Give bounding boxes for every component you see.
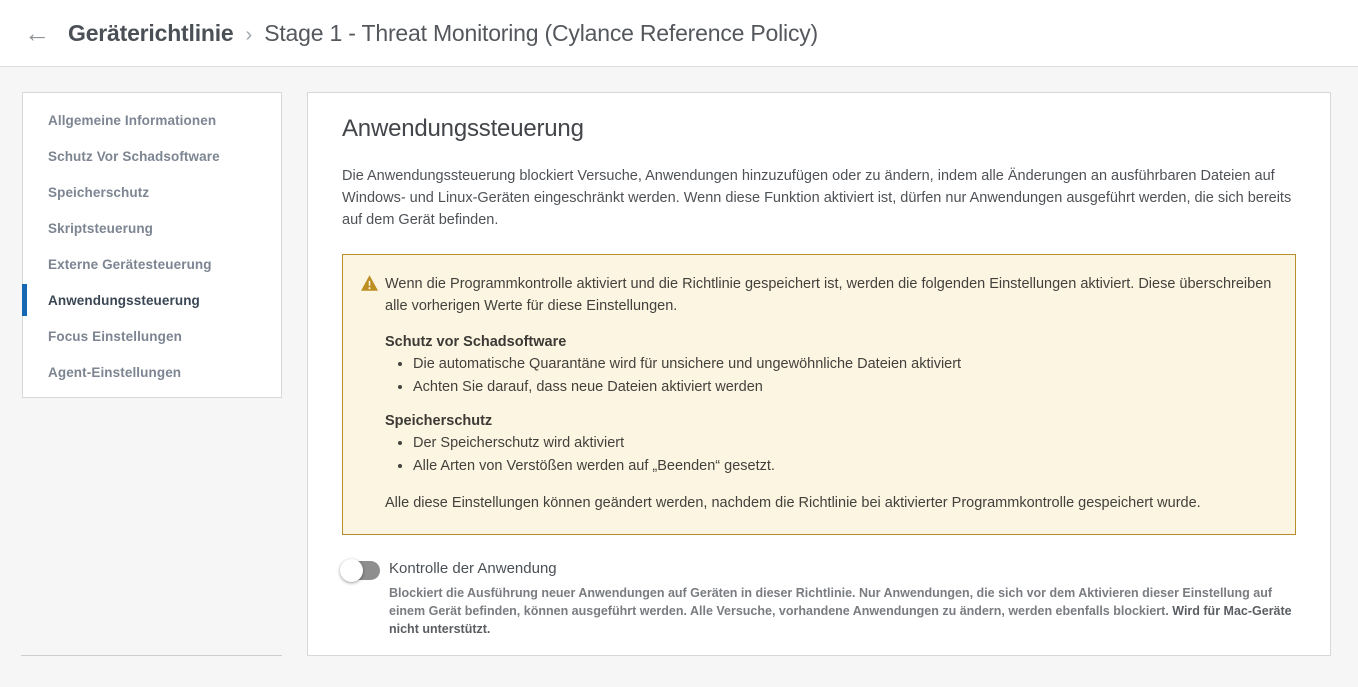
sidebar-item-schutz-vor-schadsoftware[interactable]: [23, 138, 281, 174]
warning-bullet-list: [385, 434, 1275, 475]
warning-bullet-list: [385, 355, 1275, 396]
sidebar-item-focus-einstellungen[interactable]: [23, 318, 281, 354]
sidebar-item-label: Agent-Einstellungen: [48, 364, 182, 380]
sidebar-bottom-divider: [21, 655, 282, 656]
breadcrumb-root[interactable]: Geräterichtlinie: [68, 19, 234, 46]
sidebar-item-externe-geraetesteuerung[interactable]: [23, 246, 281, 282]
header: [0, 0, 1358, 67]
application-control-panel: [307, 92, 1331, 656]
toggle-label: Kontrolle der Anwendung: [389, 560, 557, 577]
back-arrow-icon[interactable]: ←: [24, 18, 50, 48]
sidebar-item-agent-einstellungen[interactable]: [23, 354, 281, 390]
toggle-description-text: Blockiert die Ausführung neuer Anwendungen auf Geräten in dieser Richtlinie. Nur Anwendungen, die sich vor dem Aktivieren dieser Einstellung auf einem Gerät befinden, können ausgeführt werden. Alle Versuche, vorhandene Anwendungen zu ändern, werden ebenfalls blockiert.: [389, 586, 1273, 618]
sidebar-item-skriptsteuerung[interactable]: [23, 210, 281, 246]
warning-bullet: • Der Speicherschutz wird aktiviert: [413, 434, 1275, 452]
warning-bullet: • Die automatische Quarantäne wird für unsichere und ungewöhnliche Dateien aktiviert: [413, 355, 1275, 373]
warning-footer-text: Alle diese Einstellungen können geändert werden, nachdem die Richtlinie bei aktivierter Programmkontrolle gespeichert wurde.: [385, 495, 1201, 511]
section-description: Die Anwendungssteuerung blockiert Versuche, Anwendungen hinzuzufügen oder zu ändern, indem alle Änderungen an ausführbaren Dateien auf Windows- und Linux-Geräten eingeschränkt werden. Wenn diese Funktion aktiviert ist, dürfen nur Anwendungen ausgeführt werden, die sich bereits auf dem Gerät befinden.: [342, 168, 1292, 228]
policy-settings-sidebar: [22, 92, 282, 398]
application-control-toggle[interactable]: [342, 561, 380, 580]
warning-heading-schutz-vor-schadsoftware: Schutz vor Schadsoftware: [385, 334, 567, 350]
toggle-knob: [340, 559, 363, 582]
warning-heading-speicherschutz: Speicherschutz: [385, 413, 493, 429]
sidebar-item-label: Allgemeine Informationen: [48, 112, 217, 128]
active-indicator-bar: [22, 284, 27, 316]
sidebar-item-anwendungssteuerung[interactable]: [23, 282, 281, 318]
breadcrumb: [68, 20, 818, 47]
sidebar-item-label: Externe Gerätesteuerung: [48, 256, 212, 272]
sidebar-item-allgemeine-informationen[interactable]: [23, 102, 281, 138]
toggle-description-bold: Wird für Mac-Geräte nicht unterstützt.: [389, 604, 1292, 636]
sidebar-item-label: Schutz Vor Schadsoftware: [48, 148, 220, 164]
section-title: Anwendungssteuerung: [342, 115, 584, 142]
sidebar-item-label: Focus Einstellungen: [48, 328, 182, 344]
sidebar-item-speicherschutz[interactable]: [23, 174, 281, 210]
sidebar-item-label: Anwendungssteuerung: [48, 292, 200, 308]
warning-bullet: • Achten Sie darauf, dass neue Dateien aktiviert werden: [413, 378, 1275, 396]
chevron-right-icon: ›: [245, 23, 253, 46]
warning-callout: [342, 254, 1296, 535]
sidebar-item-label: Speicherschutz: [48, 184, 150, 200]
warning-bullet: • Alle Arten von Verstößen werden auf „Beenden“ gesetzt.: [413, 457, 1275, 475]
toggle-description: [389, 584, 1296, 638]
page-title: Stage 1 - Threat Monitoring (Cylance Reference Policy): [264, 19, 819, 46]
warning-intro-text: Wenn die Programmkontrolle aktiviert und die Richtlinie gespeichert ist, werden die folgenden Einstellungen aktiviert. Diese überschreiben alle vorherigen Werte für diese Einstellungen.: [385, 276, 1272, 314]
warning-triangle-icon: [361, 273, 385, 514]
application-control-setting: [342, 560, 1296, 638]
sidebar-item-label: Skriptsteuerung: [48, 220, 154, 236]
warning-content: [385, 273, 1275, 514]
